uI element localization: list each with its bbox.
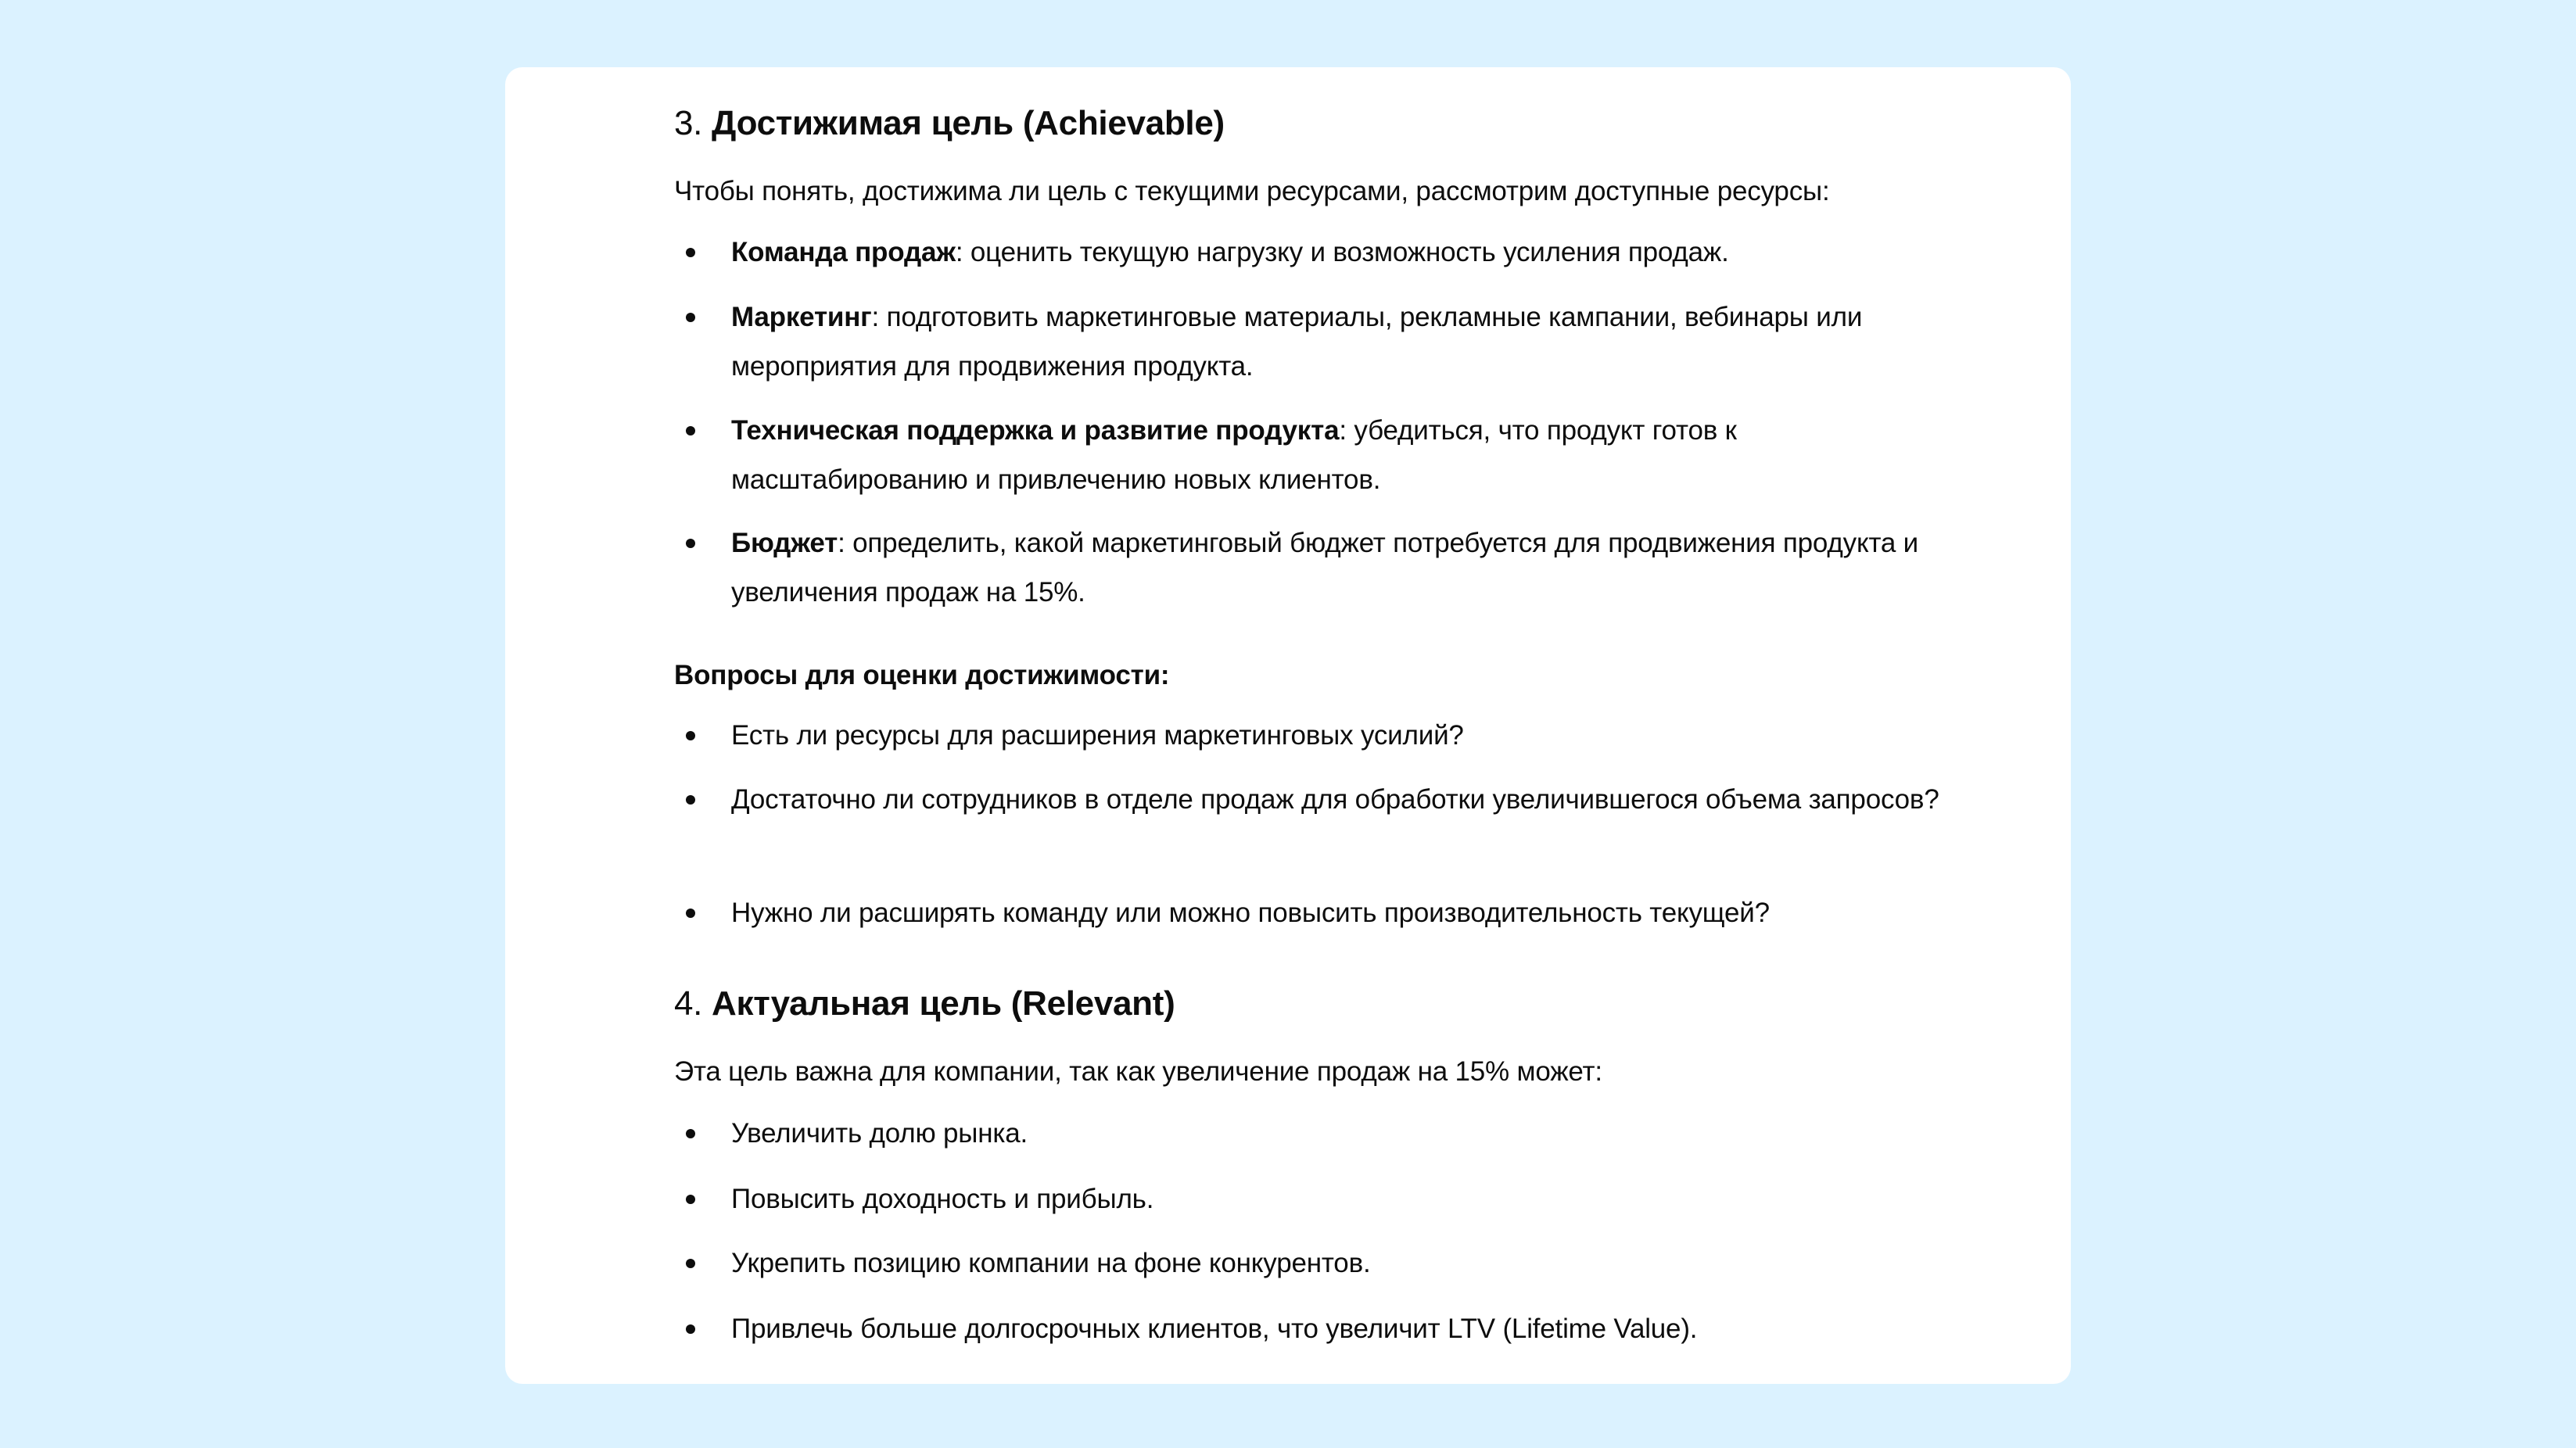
benefit-text: Повысить доходность и прибыль. [731,1184,1154,1214]
resource-text: : определить, какой маркетинговый бюджет потребуется для продвижения продукта и увеличения продаж на 15%. [731,528,1919,608]
bullet-icon [686,1195,695,1204]
resource-label: Бюджет [731,528,838,558]
bullet-icon [686,909,695,918]
question-text: Достаточно ли сотрудников в отделе продаж для обработки увеличившегося объема запросов? [731,784,1939,815]
questions-heading: Вопросы для оценки достижимости: [674,660,1170,690]
benefit-text: Укрепить позицию компании на фоне конкурентов. [731,1248,1371,1278]
bullet-icon [686,1324,695,1334]
question-item [731,775,1939,824]
bullet-icon [686,539,695,548]
question-text: Есть ли ресурсы для расширения маркетинговых усилий? [731,720,1464,751]
question-item [731,888,1939,937]
bullet-icon [686,313,695,322]
bullet-icon [686,1129,695,1138]
resource-item [731,292,1939,391]
question-text: Нужно ли расширять команду или можно повысить производительность текущей? [731,898,1770,928]
benefit-item [731,1238,1939,1288]
bullet-icon [686,731,695,740]
benefit-item [731,1174,1939,1224]
resource-text: : оценить текущую нагрузку и возможность усиления продаж. [955,237,1729,267]
section-3-number: 3. [674,104,703,142]
benefit-text: Привлечь больше долгосрочных клиентов, что увеличит LTV (Lifetime Value). [731,1314,1698,1344]
resource-item [731,518,1939,617]
resource-text: : убедиться, что продукт готов к масштабированию и привлечению новых клиентов. [731,415,1737,495]
resource-label: Маркетинг [731,302,872,332]
bullet-icon [686,248,695,257]
benefit-item [731,1109,1939,1158]
bullet-icon [686,1259,695,1268]
section-3-intro: Чтобы понять, достижима ли цель с текущими ресурсами, рассмотрим доступные ресурсы: [674,176,1830,206]
resource-label: Техническая поддержка и развитие продукта [731,415,1340,446]
benefit-text: Увеличить долю рынка. [731,1118,1028,1149]
resource-item [731,228,1939,277]
benefit-item [731,1304,1939,1353]
resource-label: Команда продаж [731,237,956,267]
question-item [731,711,1939,760]
section-4-title: Актуальная цель (Relevant) [712,984,1175,1023]
resource-item [731,406,1939,504]
bullet-icon [686,795,695,805]
bullet-icon [686,426,695,435]
section-3-heading [674,102,1225,145]
section-4-number: 4. [674,984,703,1023]
resource-text: : подготовить маркетинговые материалы, рекламные кампании, вебинары или мероприятия для продвижения продукта. [731,302,1863,382]
section-4-heading [674,982,1175,1026]
section-3-title: Достижимая цель (Achievable) [712,104,1225,142]
section-4-intro: Эта цель важна для компании, так как увеличение продаж на 15% может: [674,1056,1602,1087]
